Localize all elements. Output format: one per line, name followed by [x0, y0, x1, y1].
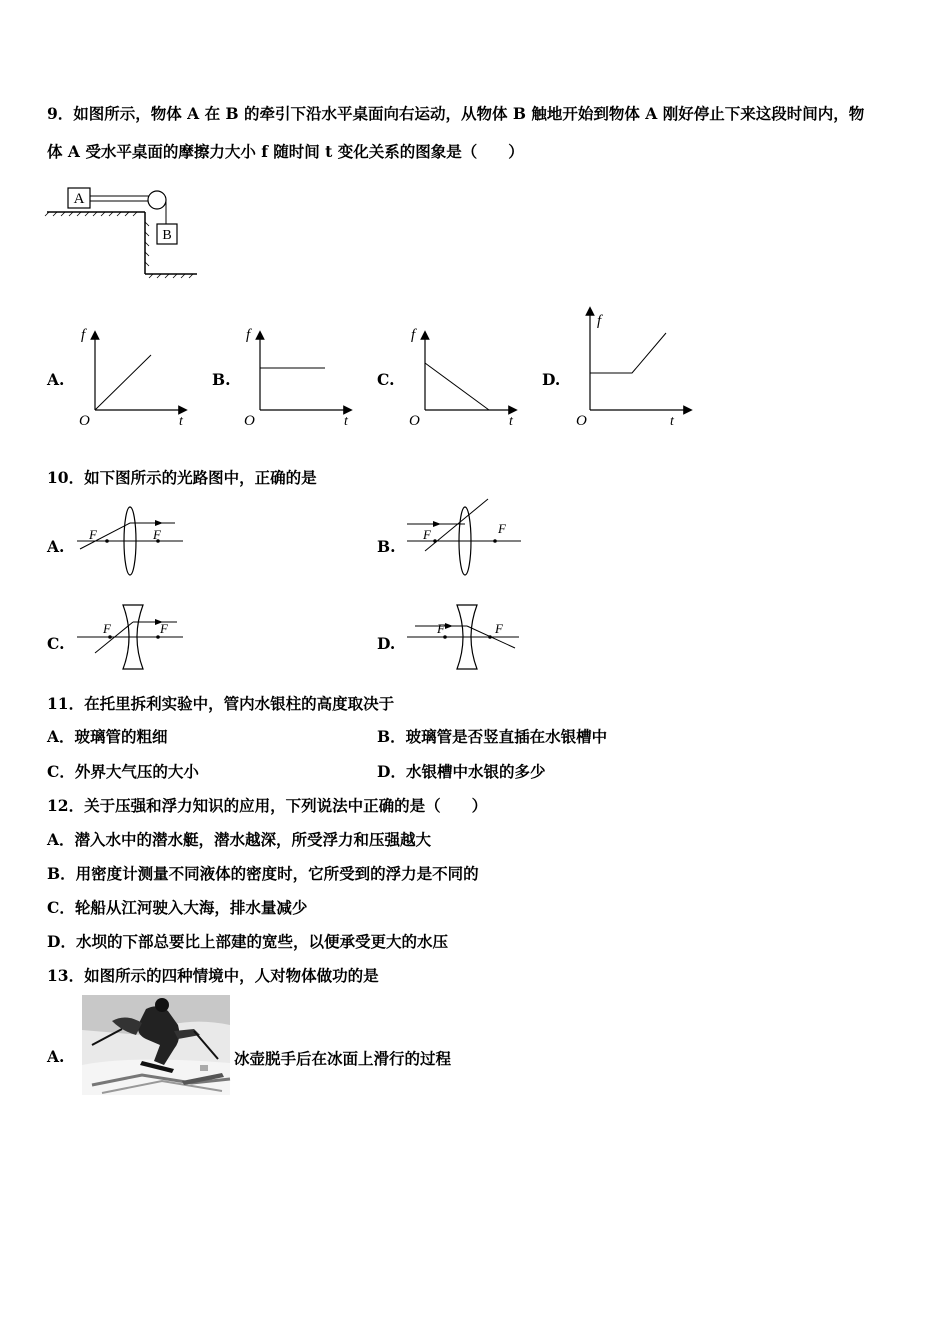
q10-option-a-label: A.	[47, 537, 65, 556]
block-a-label: A	[73, 191, 85, 207]
axis-t: t	[670, 414, 674, 429]
q9-graph-c	[405, 325, 520, 430]
q13-option-a-label: A.	[47, 1047, 65, 1066]
q12-option-a: A．潜入水中的潜水艇，潜水越深，所受浮力和压强越大	[47, 830, 432, 849]
block-b-label: B	[162, 228, 172, 243]
axis-f: f	[81, 327, 86, 343]
focus-label: F	[153, 527, 161, 542]
q12-stem: 12．关于压强和浮力知识的应用，下列说法中正确的是（ ）	[47, 796, 488, 815]
q9-pulley-figure	[45, 182, 205, 282]
origin-o: O	[576, 413, 587, 429]
q9-graph-a	[75, 325, 190, 430]
focus-label: F	[89, 527, 97, 542]
q9-option-b-label: B.	[212, 370, 231, 389]
origin-o: O	[79, 413, 90, 429]
q10-diagram-c	[75, 603, 190, 673]
focus-label: F	[423, 527, 431, 542]
pulley	[148, 191, 166, 209]
q10-option-b-label: B.	[377, 537, 396, 556]
graph-c-line	[425, 363, 489, 410]
q9-option-c-label: C.	[377, 370, 395, 389]
q10-diagram-a	[75, 503, 190, 578]
q12-option-b: B．用密度计测量不同液体的密度时，它所受到的浮力是不同的	[47, 864, 479, 883]
focus-label: F	[495, 621, 503, 636]
q11-option-c: C．外界大气压的大小	[47, 762, 199, 781]
q10-option-c-label: C.	[47, 634, 65, 653]
axis-t: t	[179, 414, 183, 429]
origin-o: O	[244, 413, 255, 429]
q12-option-d: D．水坝的下部总要比上部建的宽些，以便承受更大的水压	[47, 932, 448, 951]
q9-option-d-label: D.	[542, 370, 561, 389]
q11-stem: 11．在托里拆利实验中，管内水银柱的高度取决于	[47, 694, 395, 713]
graph-d-line	[590, 333, 666, 373]
q11-option-a: A．玻璃管的粗细	[47, 727, 168, 746]
origin-o: O	[409, 413, 420, 429]
focus-label: F	[498, 521, 506, 536]
axis-t: t	[344, 414, 348, 429]
q9-stem-line1: 9．如图所示，物体 A 在 B 的牵引下沿水平桌面向右运动，从物体 B 触地开始到物体 A 刚好停止下来这段时间内，物	[47, 104, 865, 123]
focus-label: F	[437, 621, 445, 636]
axis-f: f	[597, 313, 602, 329]
axis-t: t	[509, 414, 513, 429]
q9-stem-line2: 体 A 受水平桌面的摩擦力大小 f 随时间 t 变化关系的图象是（ ）	[47, 142, 524, 161]
q10-diagram-b	[405, 497, 525, 579]
q13-skier-photo	[82, 995, 230, 1095]
axis-f: f	[246, 327, 251, 343]
q10-diagram-d	[405, 603, 523, 673]
q11-option-b: B．玻璃管是否竖直插在水银槽中	[377, 727, 608, 746]
q11-option-d: D．水银槽中水银的多少	[377, 762, 546, 781]
axis-f: f	[411, 327, 416, 343]
q9-graph-b	[240, 325, 355, 430]
q9-option-a-label: A.	[47, 370, 65, 389]
q10-stem: 10．如下图所示的光路图中，正确的是	[47, 468, 317, 487]
graph-a-line	[95, 355, 151, 410]
q12-option-c: C．轮船从江河驶入大海，排水量减少	[47, 898, 308, 917]
q13-option-a-text: 冰壶脱手后在冰面上滑行的过程	[234, 1049, 452, 1068]
focus-label: F	[103, 621, 111, 636]
q13-stem: 13．如图所示的四种情境中，人对物体做功的是	[47, 966, 379, 985]
focus-label: F	[160, 621, 168, 636]
q9-graph-d	[570, 305, 695, 430]
q10-option-d-label: D.	[377, 634, 396, 653]
